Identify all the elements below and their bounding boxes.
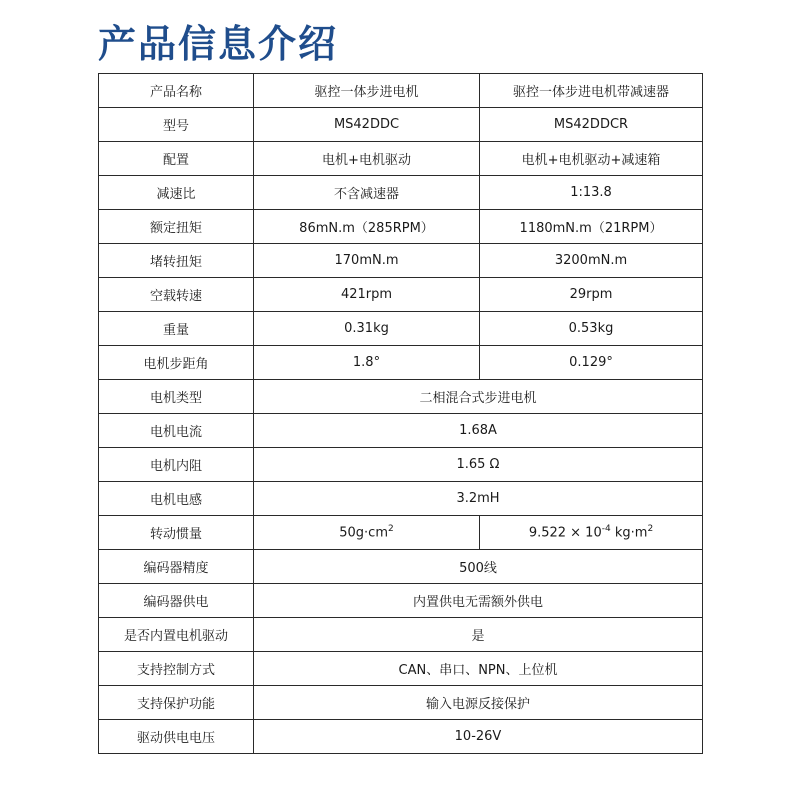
row-label: 减速比 — [99, 176, 254, 210]
row-label: 编码器供电 — [99, 584, 254, 618]
row-label: 电机步距角 — [99, 346, 254, 380]
table-row — [99, 652, 703, 686]
value-b: 29rpm — [480, 278, 703, 312]
shared-value: 是 — [254, 618, 703, 652]
header-model-a: 驱控一体步进电机 — [254, 74, 480, 108]
value-b: 0.53kg — [480, 312, 703, 346]
value-b: 1:13.8 — [480, 176, 703, 210]
row-label: 配置 — [99, 142, 254, 176]
value-b: MS42DDCR — [480, 108, 703, 142]
table-row — [99, 448, 703, 482]
table-row — [99, 618, 703, 652]
table-header-row — [99, 74, 703, 108]
table-row — [99, 346, 703, 380]
row-label: 电机内阻 — [99, 448, 254, 482]
row-label: 驱动供电电压 — [99, 720, 254, 754]
row-label: 电机类型 — [99, 380, 254, 414]
shared-value: 1.65 Ω — [254, 448, 703, 482]
inertia-b-base: 9.522 × 10 — [528, 525, 602, 541]
value-a: 86mN.m（285RPM） — [254, 210, 480, 244]
value-a: MS42DDC — [254, 108, 480, 142]
value-a: 电机+电机驱动 — [254, 142, 480, 176]
row-label: 空载转速 — [99, 278, 254, 312]
inertia-a-sup: 2 — [388, 524, 394, 535]
row-label: 重量 — [99, 312, 254, 346]
shared-value: 3.2mH — [254, 482, 703, 516]
table-row — [99, 482, 703, 516]
shared-value: CAN、串口、NPN、上位机 — [254, 652, 703, 686]
row-label: 堵转扭矩 — [99, 244, 254, 278]
value-b: 1180mN.m（21RPM） — [480, 210, 703, 244]
value-a — [254, 516, 480, 550]
value-b — [480, 516, 703, 550]
table-row — [99, 176, 703, 210]
header-model-b: 驱控一体步进电机带减速器 — [480, 74, 703, 108]
header-label: 产品名称 — [99, 74, 254, 108]
inertia-a-base: 50g·cm — [339, 525, 388, 541]
value-a: 421rpm — [254, 278, 480, 312]
shared-value: 二相混合式步进电机 — [254, 380, 703, 414]
value-a: 170mN.m — [254, 244, 480, 278]
row-label: 编码器精度 — [99, 550, 254, 584]
inertia-b-unit: kg·m — [610, 525, 648, 541]
table-row — [99, 550, 703, 584]
value-a: 不含减速器 — [254, 176, 480, 210]
row-label: 转动惯量 — [99, 516, 254, 550]
table-row — [99, 244, 703, 278]
table-row — [99, 142, 703, 176]
table-row — [99, 584, 703, 618]
row-label: 是否内置电机驱动 — [99, 618, 254, 652]
shared-value: 1.68A — [254, 414, 703, 448]
page-title: 产品信息介绍 — [98, 22, 339, 66]
value-b: 0.129° — [480, 346, 703, 380]
shared-value: 输入电源反接保护 — [254, 686, 703, 720]
value-b: 电机+电机驱动+减速箱 — [480, 142, 703, 176]
table-row — [99, 312, 703, 346]
shared-value: 内置供电无需额外供电 — [254, 584, 703, 618]
row-label: 额定扭矩 — [99, 210, 254, 244]
shared-value: 10-26V — [254, 720, 703, 754]
table-row — [99, 278, 703, 312]
row-label: 型号 — [99, 108, 254, 142]
table-row — [99, 210, 703, 244]
table-row — [99, 108, 703, 142]
value-a: 1.8° — [254, 346, 480, 380]
table-row — [99, 380, 703, 414]
table-row — [99, 414, 703, 448]
row-label: 电机电流 — [99, 414, 254, 448]
table-row — [99, 720, 703, 754]
shared-value: 500线 — [254, 550, 703, 584]
row-label: 电机电感 — [99, 482, 254, 516]
row-label: 支持保护功能 — [99, 686, 254, 720]
spec-table — [98, 73, 703, 754]
value-a: 0.31kg — [254, 312, 480, 346]
table-row-inertia — [99, 516, 703, 550]
inertia-b-exp: -4 — [601, 524, 611, 535]
table-row — [99, 686, 703, 720]
inertia-b-sup: 2 — [647, 524, 654, 535]
value-b: 3200mN.m — [480, 244, 703, 278]
row-label: 支持控制方式 — [99, 652, 254, 686]
